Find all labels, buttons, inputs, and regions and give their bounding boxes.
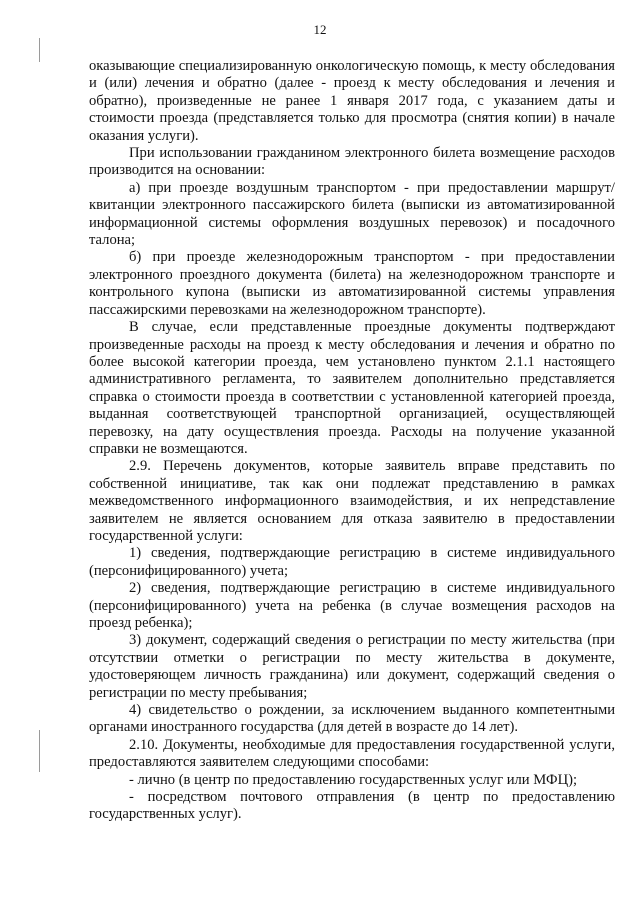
paragraph-continuation: оказывающие специализированную онкологическую помощь, к месту обследования и (или) лечения и обратно (далее - проезд к месту обследования и лечения и обратно), произведенные не ранее 1 января 2017 года, с указанием даты и стоимости проезда (представляется только для просмотра (снятия копии) в начале оказания услуги). (89, 58, 615, 144)
method-in-person: - лично (в центр по предоставлению государственных услуг или МФЦ); (129, 771, 578, 788)
method-by-mail: - посредством почтового отправления (в центр по предоставлению государственных услуг). (89, 789, 615, 823)
list-item-2: 2) сведения, подтверждающие регистрацию в системе индивидуального (персонифицированного) учета на ребенка (в случае возмещения расходов на проезд ребенка); (89, 580, 615, 631)
paragraph-rail-transport: б) при проезде железнодорожным транспортом - при предоставлении электронного проездного документа (билета) на железнодорожном транспорте и контрольного купона (выписки из автоматизированной системы управления пассажирскими перевозками на железнодорожном транспорте). (89, 249, 615, 318)
paragraph-electronic-ticket: При использовании гражданином электронного билета возмещение расходов производится на основании: (89, 145, 615, 179)
list-item-1: 1) сведения, подтверждающие регистрацию в системе индивидуального (персонифицированного) учета; (89, 545, 615, 579)
scan-margin-mark (39, 730, 40, 772)
paragraph-air-transport: а) при проезде воздушным транспортом - при предоставлении маршрут/квитанции электронного пассажирского билета (выписки из автоматизированной информационной системы оформления воздушных перевозок) и посадочного талона; (89, 179, 615, 249)
paragraph-higher-category: В случае, если представленные проездные документы подтверждают произведенные расходы на проезд к месту обследования и лечения и обратно по более высокой категории проезда, чем установлено пунктом 2.1.1 настоящего административного регламента, то заявителем дополнительно представляется справка о стоимости проезда в соответствии с установленной категорией проезда, выданная соответствующей транспортной организацией, осуществляющей перевозку, на дату осуществления проезда. Расходы на получение указанной справки не возмещаются. (89, 319, 615, 457)
paragraph-section-2-10: 2.10. Документы, необходимые для предоставления государственной услуги, предоставляются заявителем следующими способами: (89, 736, 615, 771)
paragraph-section-2-9: 2.9. Перечень документов, которые заявитель вправе представить по собственной инициативе, так как они подлежат представлению в рамках межведомственного информационного взаимодействия, и их непредставление заявителем не является основанием для отказа заявителю в предоставлении государственной услуги: (89, 458, 615, 544)
list-item-3: 3) документ, содержащий сведения о регистрации по месту жительства (при отсутствии отметки о регистрации по месту жительства в документе, удостоверяющем личность гражданина) или документ, содержащий сведения о регистрации по месту пребывания; (89, 632, 615, 701)
scan-margin-mark (39, 38, 40, 62)
page-number: 12 (313, 22, 327, 37)
document-body (89, 58, 615, 824)
list-item-4: 4) свидетельство о рождении, за исключением выданного компетентными органами иностранного государства (для детей в возрасте до 14 лет). (89, 702, 615, 736)
